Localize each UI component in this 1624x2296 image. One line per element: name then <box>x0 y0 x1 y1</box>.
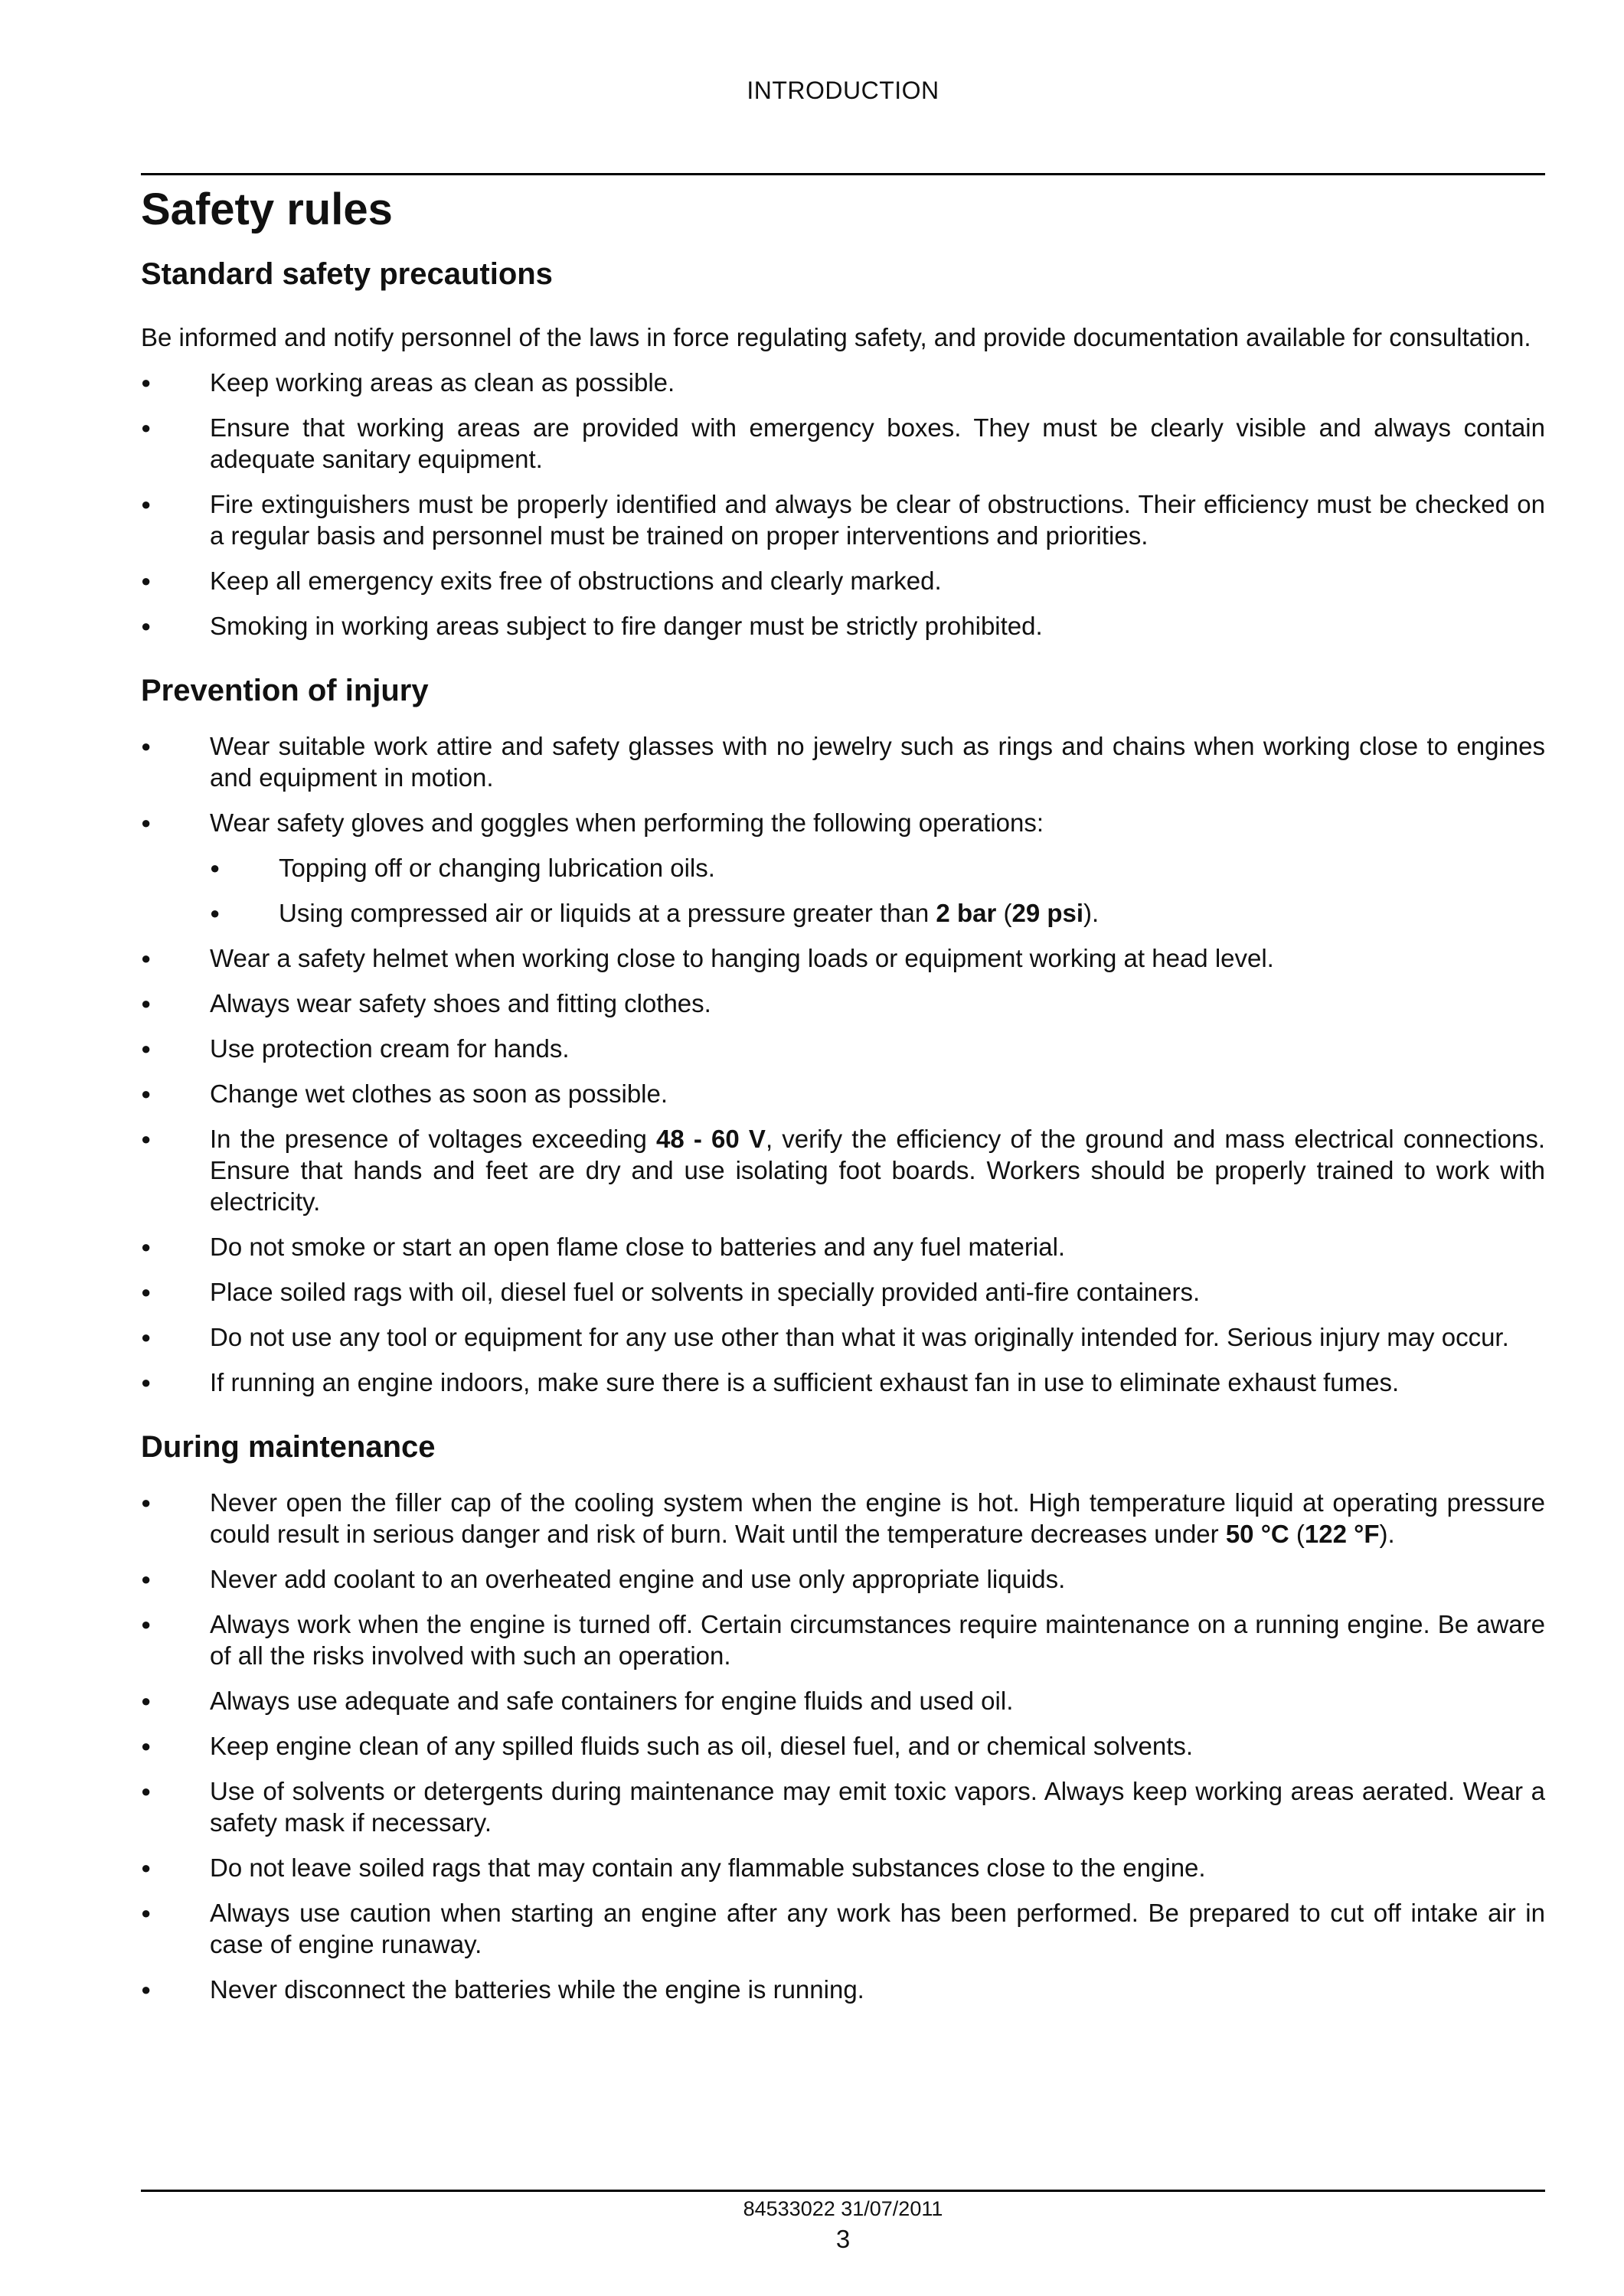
bullet-icon: ● <box>141 1980 152 1999</box>
list-item-text: Always use caution when starting an engine after any work has been performed. Be prepared to cut off intake air in case of engine runaway. <box>210 1899 1545 1958</box>
list-item-text: Use protection cream for hands. <box>210 1034 570 1063</box>
list-item <box>141 730 1545 793</box>
list-item-text: Never add coolant to an overheated engine and use only appropriate liquids. <box>210 1565 1066 1593</box>
list-item-text: Topping off or changing lubrication oils. <box>279 854 715 882</box>
voltage-value: 48 - 60 V <box>656 1125 766 1153</box>
bullet-icon: ● <box>141 1782 152 1801</box>
document-page <box>141 0 1545 2296</box>
bullet-icon: ● <box>141 1493 152 1512</box>
bullet-icon: ● <box>141 1282 152 1302</box>
list-item <box>141 988 1545 1019</box>
running-header: INTRODUCTION <box>747 77 939 104</box>
bullet-icon: ● <box>141 418 152 437</box>
during-maintenance-list <box>141 1487 1545 2005</box>
section-prevention-of-injury <box>141 671 1545 1398</box>
list-item-text: Always use adequate and safe containers for engine fluids and used oil. <box>210 1687 1014 1715</box>
list-item <box>141 1033 1545 1064</box>
list-item <box>141 1852 1545 1883</box>
bullet-icon: ● <box>141 1569 152 1589</box>
list-item <box>141 1321 1545 1353</box>
bullet-icon: ● <box>141 949 152 968</box>
list-item-text: Fire extinguishers must be properly identified and always be clear of obstructions. Their efficiency must be checked on a regular basis and personnel must be trained on proper interventions and priorities. <box>210 490 1545 550</box>
text-run: ). <box>1083 899 1100 927</box>
text-run: ). <box>1379 1520 1395 1548</box>
bullet-icon: ● <box>141 736 152 756</box>
list-item <box>141 565 1545 596</box>
list-item <box>141 488 1545 551</box>
text-run: ( <box>996 899 1012 927</box>
section-heading-during-maintenance: During maintenance <box>141 1430 436 1464</box>
list-item <box>141 367 1545 398</box>
bullet-icon: ● <box>141 1691 152 1710</box>
pressure-value-bar: 2 bar <box>936 899 997 927</box>
text-run: ( <box>1289 1520 1305 1548</box>
list-item <box>141 807 1545 929</box>
list-item-text <box>210 1488 1545 1548</box>
section-heading-standard-safety: Standard safety precautions <box>141 257 553 291</box>
temperature-value-fahrenheit: 122 °F <box>1304 1520 1380 1548</box>
text-run: Never open the filler cap of the cooling system when the engine is hot. High temperature liquid at operating pressure could result in serious danger and risk of burn. Wait until the temperature decreases under <box>210 1488 1545 1548</box>
list-item-text <box>279 899 1099 927</box>
list-item <box>141 1730 1545 1762</box>
list-item-text: Always work when the engine is turned off. Certain circumstances require maintenance on a running engine. Be aware of all the risks involved with such an operation. <box>210 1610 1545 1670</box>
bullet-icon: ● <box>141 373 152 392</box>
list-item <box>141 1231 1545 1262</box>
bullet-icon: ● <box>141 813 152 832</box>
list-item-text: Keep working areas as clean as possible. <box>210 368 675 397</box>
sub-list-item <box>210 852 1545 883</box>
list-item <box>141 1897 1545 1960</box>
header-divider <box>141 173 1545 175</box>
bullet-icon: ● <box>210 858 221 877</box>
list-item-text: Do not use any tool or equipment for any use other than what it was originally intended for. Serious injury may occur. <box>210 1323 1509 1351</box>
list-item-text <box>210 1125 1545 1216</box>
list-item-text: Keep engine clean of any spilled fluids such as oil, diesel fuel, and or chemical solvents. <box>210 1732 1194 1760</box>
list-item-text: Do not smoke or start an open flame close to batteries and any fuel material. <box>210 1233 1066 1261</box>
list-item <box>141 1078 1545 1109</box>
list-item-text: Wear a safety helmet when working close to hanging loads or equipment working at head level. <box>210 944 1274 972</box>
sub-list-item <box>210 897 1545 929</box>
sub-list <box>210 852 1545 929</box>
list-item <box>141 1609 1545 1671</box>
list-item <box>141 1487 1545 1550</box>
list-item-text: If running an engine indoors, make sure there is a sufficient exhaust fan in use to eliminate exhaust fumes. <box>210 1368 1400 1396</box>
bullet-icon: ● <box>141 1373 152 1392</box>
list-item-text: Ensure that working areas are provided with emergency boxes. They must be clearly visible and always contain adequate sanitary equipment. <box>210 413 1545 473</box>
list-item <box>141 412 1545 475</box>
list-item-text: Change wet clothes as soon as possible. <box>210 1079 668 1108</box>
list-item-text: Use of solvents or detergents during maintenance may emit toxic vapors. Always keep working areas aerated. Wear a safety mask if necessary. <box>210 1777 1545 1837</box>
list-item <box>141 942 1545 974</box>
bullet-icon: ● <box>141 571 152 590</box>
footer-divider <box>141 2190 1545 2192</box>
list-item-text: Smoking in working areas subject to fire danger must be strictly prohibited. <box>210 612 1043 640</box>
list-item-text: Never disconnect the batteries while the engine is running. <box>210 1975 864 2004</box>
list-item <box>141 1276 1545 1308</box>
bullet-icon: ● <box>141 1039 152 1058</box>
page-content <box>141 181 1545 2005</box>
list-item <box>141 610 1545 642</box>
page-number: 3 <box>835 2225 851 2253</box>
text-run: Using compressed air or liquids at a pressure greater than <box>279 899 936 927</box>
pressure-value-psi: 29 psi <box>1011 899 1084 927</box>
bullet-icon: ● <box>141 1129 152 1148</box>
bullet-icon: ● <box>141 1237 152 1256</box>
list-item <box>141 1775 1545 1838</box>
list-item-text: Wear suitable work attire and safety glasses with no jewelry such as rings and chains when working close to engines and equipment in motion. <box>210 732 1545 792</box>
section-heading-prevention-of-injury: Prevention of injury <box>141 674 429 707</box>
list-item-text: Always wear safety shoes and fitting clothes. <box>210 989 711 1017</box>
document-id: 84533022 31/07/2011 <box>743 2197 943 2220</box>
section-standard-safety <box>141 254 1545 642</box>
temperature-value-celsius: 50 °C <box>1225 1520 1289 1548</box>
bullet-icon: ● <box>141 616 152 635</box>
prevention-of-injury-list <box>141 730 1545 1398</box>
list-item-text: Do not leave soiled rags that may contain any flammable substances close to the engine. <box>210 1853 1206 1882</box>
intro-paragraph: Be informed and notify personnel of the laws in force regulating safety, and provide documentation available for consultation. <box>141 323 1531 351</box>
bullet-icon: ● <box>141 994 152 1013</box>
bullet-icon: ● <box>141 1328 152 1347</box>
bullet-icon: ● <box>210 903 221 923</box>
list-item <box>141 1685 1545 1716</box>
list-item <box>141 1974 1545 2005</box>
bullet-icon: ● <box>141 1084 152 1103</box>
text-run: , verify the efficiency of the ground and mass electrical connections. Ensure that hands and feet are dry and use isolating foot boards. Workers should be properly trained to work with electricity. <box>210 1125 1546 1216</box>
page-title: Safety rules <box>141 185 393 234</box>
bullet-icon: ● <box>141 495 152 514</box>
list-item-text: Wear safety gloves and goggles when performing the following operations: <box>210 808 1044 837</box>
list-item-text: Place soiled rags with oil, diesel fuel or solvents in specially provided anti-fire containers. <box>210 1278 1201 1306</box>
bullet-icon: ● <box>141 1736 152 1755</box>
list-item <box>141 1123 1545 1217</box>
bullet-icon: ● <box>141 1858 152 1877</box>
bullet-icon: ● <box>141 1615 152 1634</box>
section-during-maintenance <box>141 1427 1545 2005</box>
bullet-icon: ● <box>141 1903 152 1922</box>
text-run: In the presence of voltages exceeding <box>210 1125 657 1153</box>
list-item <box>141 1367 1545 1398</box>
list-item <box>141 1563 1545 1595</box>
list-item-text: Keep all emergency exits free of obstructions and clearly marked. <box>210 567 942 595</box>
standard-safety-list <box>141 367 1545 642</box>
